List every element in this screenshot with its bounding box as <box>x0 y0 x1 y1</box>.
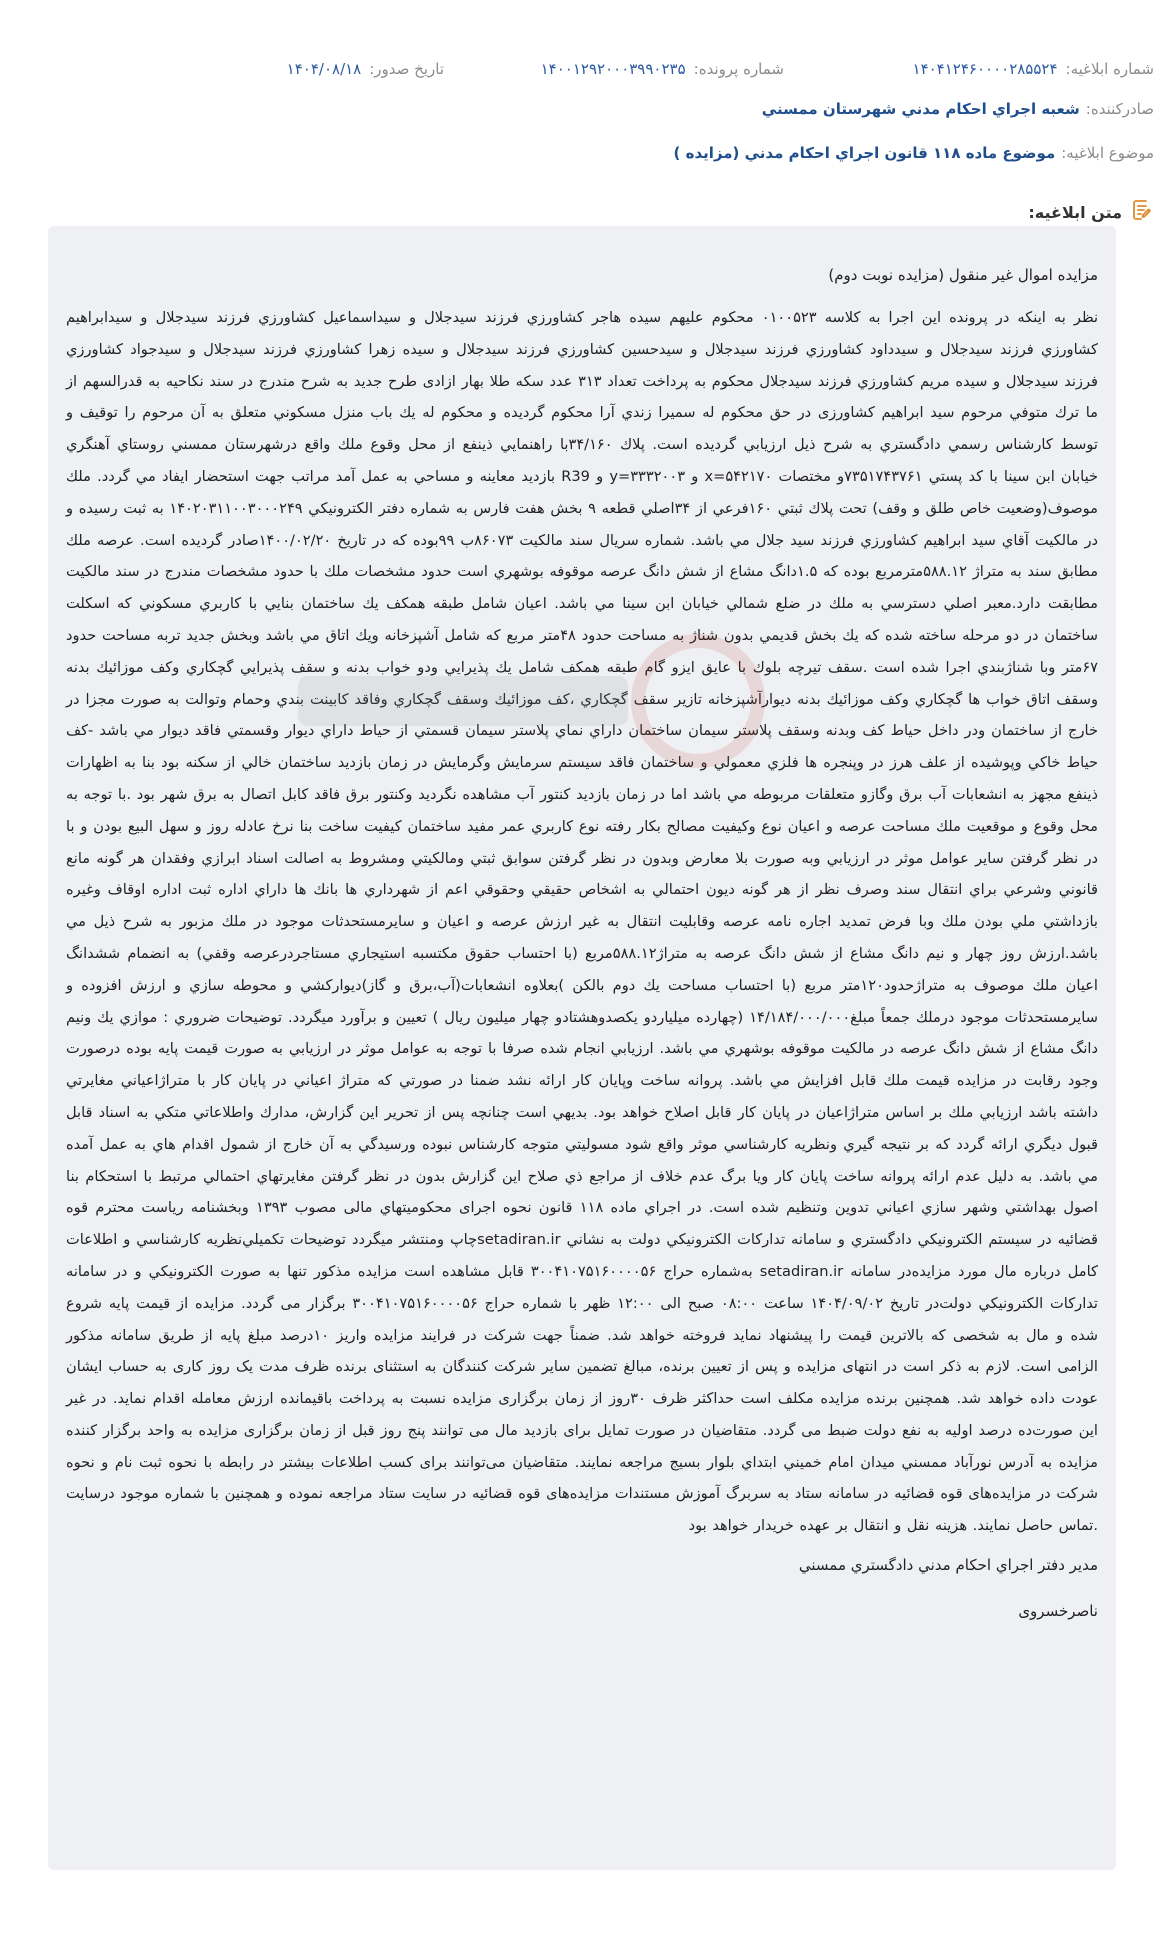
case-number-label: شماره پرونده: <box>693 60 784 78</box>
signature-name: ناصرخسروى <box>1018 1602 1098 1621</box>
notice-number-label: شماره ابلاغیه: <box>1065 60 1154 78</box>
issuer-label: صادرکننده: <box>1085 100 1154 118</box>
document-edit-icon <box>1130 198 1154 226</box>
notice-text-heading <box>1028 198 1154 226</box>
notice-number <box>913 60 1154 78</box>
signature-title: مدير دفتر اجراي احكام مدني دادگستري ممسني <box>798 1556 1098 1575</box>
subject-row <box>674 144 1154 162</box>
case-number-value: ۱۴۰۰۱۲۹۲۰۰۰۳۹۹۰۲۳۵ <box>540 60 686 78</box>
notice-text-title: متن ابلاغیه: <box>1028 202 1122 222</box>
issue-date-value: ۱۴۰۴/۰۸/۱۸ <box>286 60 362 78</box>
issue-date <box>287 60 444 78</box>
issue-date-label: تاریخ صدور: <box>369 60 444 78</box>
case-number <box>541 60 784 78</box>
notice-number-value: ۱۴۰۴۱۲۴۶۰۰۰۰۲۸۵۵۲۴ <box>912 60 1058 78</box>
auction-text: نظر به اينكه در پرونده اين اجرا به كلاسه ۰۱۰۰۵۲۳ محكوم عليهم سيده هاجر كشاورزي فرزند سيدجلال و سيداسماعيل كشاورزي فرزند سيدجلال و سيدابراهيم كشاورزي فرزند سيدجلال و سيدداود كشاورزي فرزند سيدجلال و سيدحسين كشاورزي فرزند سيدجلال و سيده زهرا كشاورزي فرزند سيدجلال و سيدجواد كشاورزي فرزند سيدجلال و سيده مريم كشاورزي فرزند سيدجلال محكوم به پرداخت تعداد ۳۱۳ عدد سكه طلا بهار ازادى طرح جديد به شرح مندرج در سند نكاحيه به قدرالسهم از ما ترك متوفي مرحوم سيد ابراهيم كشاورزى در حق محكوم له سميرا زندي آرا محكوم گرديده و محكوم له يك باب منزل مسكوني متعلق به آن مرحوم را توقيف و توسط كارشناس رسمي دادگستري به شرح ذيل ارزيابي گرديده است. پلاك ۳۴/۱۶۰با راهنمايي ذينفع از محل وقوع ملك واقع درشهرستان ممسني روستاي آهنگري خيابان ابن سينا با كد پستي ۷۳۵۱۷۴۳۷۶۱و مختصات ۵۴۲۱۷۰=x و ۳۳۳۲۰۰۳=y و R39 بازديد معاينه و مساحي به عمل آمد مراتب جهت استحضار ايفاد مي گردد. ملك موصوف(وضعيت خاص طلق و وقف) تحت پلاك ثبتي ۱۶۰فرعي از ۳۴اصلي قطعه ۹ بخش هفت فارس به شماره دفتر الكترونيكي ۱۴۰۲۰۳۱۱۰۰۳۰۰۰۲۴۹ به ثبت رسيده و در مالكيت آقاي سيد ابراهيم كشاورزي فرزند سيد جلال مي باشد. شماره سريال سند مالكيت ۸۶۰۷۳ب ۹۹بوده كه در تاريخ ۱۴۰۰/۰۲/۲۰صادر گرديده است. عرصه ملك مطابق سند به متراژ ۵۸۸.۱۲مترمربع بوده كه ۱.۵دانگ مشاع از شش دانگ عرصه موقوفه بوشهري است حدود مشخصات ملك با حدود مشخصات مندرج در سند مالكيت مطابقت دارد.معبر اصلي دسترسي به ملك در ضلع شمالي خيابان ابن سينا مي باشد. اعيان شامل طبقه همكف يك ساختمان بنايي با كاربري مسكوني كه اسكلت ساختمان در دو مرحله ساخته شده كه يك بخش قديمي بدون شناژ به مساحت حدود ۴۸متر مربع كه شامل آشپزخانه ويك اتاق مي باشد وبخش جديد تربه مساحت حدود ۶۷متر وبا شناژبندي اجرا شده است .سقف تيرچه بلوك با عايق ايزو گام طبقه همكف شامل يك پذيرايي ودو خواب بدنه و سقف پذيرايي گچكاري وكف موزائيك بدنه وسقف اتاق خواب ها گچكاري وكف موزائيك بدنه ديوارآشپزخانه تازير سقف گچكاري ،كف موزائيك وسقف گچكاري وفاقد كابينت بندي وحمام وتوالت به صورت مجزا در خارج از ساختمان ودر داخل حياط كف وبدنه وسقف پلاستر سيمان ساختمان داراي نماي پلاستر سيمان قسمتي از حياط داراي ديوار وقسمتي فاقد ديوار مي باشد -كف حياط خاكي وپوشيده از علف هرز در وپنجره ها فلزي معمولي و ساختمان فاقد سيستم سرمايش وگرمايش در زمان بازديد ساختمان خالي از سكنه بود بنا به اظهارات ذينفع مجهز به انشعابات آب برق وگازو متعلقات مربوطه مي باشد اما در زمان بازديد كنتور آب مشاهده نگرديد وكنتور برق فاقد كابل اتصال به برق شهر بود .با توجه به محل وقوع و موقعيت ملك مساحت عرصه و اعيان نوع وكيفيت مصالح بكار رفته نوع كاربري عمر مفيد ساختمان كيفيت ساخت بنا نرخ عادله روز و سهل البيع بودن و با در نظر گرفتن ساير عوامل موثر در ارزيابي وبه صورت بلا معارض وبدون در نظر گرفتن سوابق ثبتي ومالكيتي ومشروط به اصالت اسناد ابرازي وفقدان هر گونه مانع قانوني وشرعي براي انتقال سند وصرف نظر از هر گونه ديون احتمالي به اشخاص حقيقي وحقوقي اعم از شهرداري ها بانك ها داراي اداره ثبت اداره اوقاف وغيره بازداشتي ملي بودن ملك وبا فرض تمديد اجاره نامه عرصه وقابليت انتقال به غير ارزش عرصه و اعيان و سايرمستحدثات موجود در ملك مزبور به شرح ذيل مي باشد.ارزش روز چهار و نيم دانگ مشاع از شش دانگ عرصه به متراژ۵۸۸.۱۲مربع (با احتساب حقوق مكتسبه استيجاري مستاجردرعرصه وقفي) به انضمام ششدانگ اعيان ملك موصوف به متراژحدود۱۲۰متر مربع (با احتساب مساحت يك دوم بالكن )بعلاوه انشعابات(آب،برق و گاز)ديواركشي و محوطه سازي و ارزش افزوده و سايرمستحدثات موجود درملك جمعاً مبلغ۱۴/۱۸۴/۰۰۰/۰۰۰ (چهارده ميلياردو يكصدوهشتادو چهار ميليون ريال ) تعيين و برآورد ميگردد. توضيحات ضروري : موازي يك ونيم دانگ مشاع از شش دانگ عرصه در مالكيت موقوفه بوشهري مي باشد. ارزيابي انجام شده صرفا با توجه به عوامل موثر در ارزيابي به صورت قيمت پايه بوده درصورت وجود رقابت در مزايده قيمت ملك قابل افزايش مي باشد. پروانه ساخت وپايان كار ارائه نشد ضمنا در صورتي كه متراژ اعياني در پايان كار با متراژاعياني مغايرتي داشته باشد ارزيابي ملك بر اساس متراژاعيان در پايان كار قابل اصلاح خواهد بود. بديهي است چنانچه پس از تحرير اين گزارش، مدارك واطلاعاتي متكي به اسناد قابل قبول ديگري ارائه گردد كه بر نتيجه گيري ونظريه كارشناسي موثر واقع شود مسوليتي متوجه كارشناس نبوده ورسيدگي به آن خارج از شمول اقدام هاي به عمل آمده مي باشد. به دليل عدم ارائه پروانه ساخت پايان كار ويا برگ عدم خلاف از مراجع ذي صلاح اين گزارش بدون در نظر گرفتن مغايرتهاي احتمالي مرتبط با استحكام بنا اصول بهداشتي وشهر سازي اعياني تدوين وتنظيم شده است. در اجراي ماده ۱۱۸ قانون نحوه اجراى محکوميتهاي مالى مصوب ۱۳۹۳ وبخشنامه رياست محترم قوه قضائيه در سيستم الكترونيكي دادگستري و سامانه تداركات الكترونيكي دولت به نشاني setadiran.irچاپ ومنتشر ميگردد توضيحات تكميلي‌نظريه كارشناسي و اطلاعات كامل درباره مال مورد مزايده‌در سامانه setadiran.ir به‌شماره حراج ۳۰۰۴۱۰۷۵۱۶۰۰۰۰۵۶ قابل مشاهده است مزايده مذكور تنها به صورت الكترونيكي و در سامانه تداركات الكترونيكي دولت‌در تاريخ ۱۴۰۴/۰۹/۰۲ ساعت ۰۸:۰۰ صبح الى ۱۲:۰۰ ظهر با شماره حراج ۳۰۰۴۱۰۷۵۱۶۰۰۰۰۵۶ برگزار مى گردد. مزايده از قيمت پايه شروع شده و مال به شخصى كه بالاترين قيمت را پيشنهاد نمايد فروخته خواهد شد. ضمناً جهت شركت در فرايند مزايده واريز ۱۰درصد مبلغ پايه از طريق سامانه مذكور الزامى است. لازم به ذكر است در انتهاى مزايده و پس از تعيين برنده، مبالغ تضمين ساير شركت كنندگان به استثناى برنده ظرف مدت يک روز كارى به حساب ايشان عودت داده خواهد شد. همچنين برنده مزايده مكلف است حداكثر ظرف ۳۰روز از زمان برگزارى مزايده نسبت به پرداخت باقيمانده ارزش معامله اقدام نمايد. در غير اين صورت‌ده درصد اوليه به نفع دولت ضبط مى گردد. متقاضيان در صورت تمايل براى بازديد مال مى توانند پنج روز قبل از زمان برگزارى مزايده به واحد برگزار كننده مزايده به آدرس نورآباد ممسني ميدان امام خميني ابتداي بلوار بسيج مراجعه نمايند. متقاضيان مى‌توانند براى كسب اطلاعات بيشتر در رابطه با نحوه ثبت نام و نحوه شركت در مزايده‌هاى قوه قضائيه در سامانه ستاد به سربرگ آموزش مستندات مزايده‌هاى قوه قضائيه در سايت ستاد مراجعه نموده و همچنين با شماره موجود درسايت .تماس حاصل نمايند. هزينه نقل و انتقال بر عهده خريدار خواهد بود <box>66 309 1099 1535</box>
notice-body <box>48 226 1116 1870</box>
subject-label: موضوع ابلاغیه: <box>1061 144 1154 162</box>
subject-value: موضوع ماده ۱۱۸ قانون اجراي احكام مدني (مزايده ) <box>673 144 1056 162</box>
issuer-row <box>762 100 1154 118</box>
auction-title: مزايده اموال غير منقول (مزايده نوبت دوم) <box>828 266 1098 284</box>
notice-meta-row <box>20 60 1154 90</box>
issuer-value: شعبه اجراي احكام مدني شهرستان ممسني <box>761 100 1080 118</box>
